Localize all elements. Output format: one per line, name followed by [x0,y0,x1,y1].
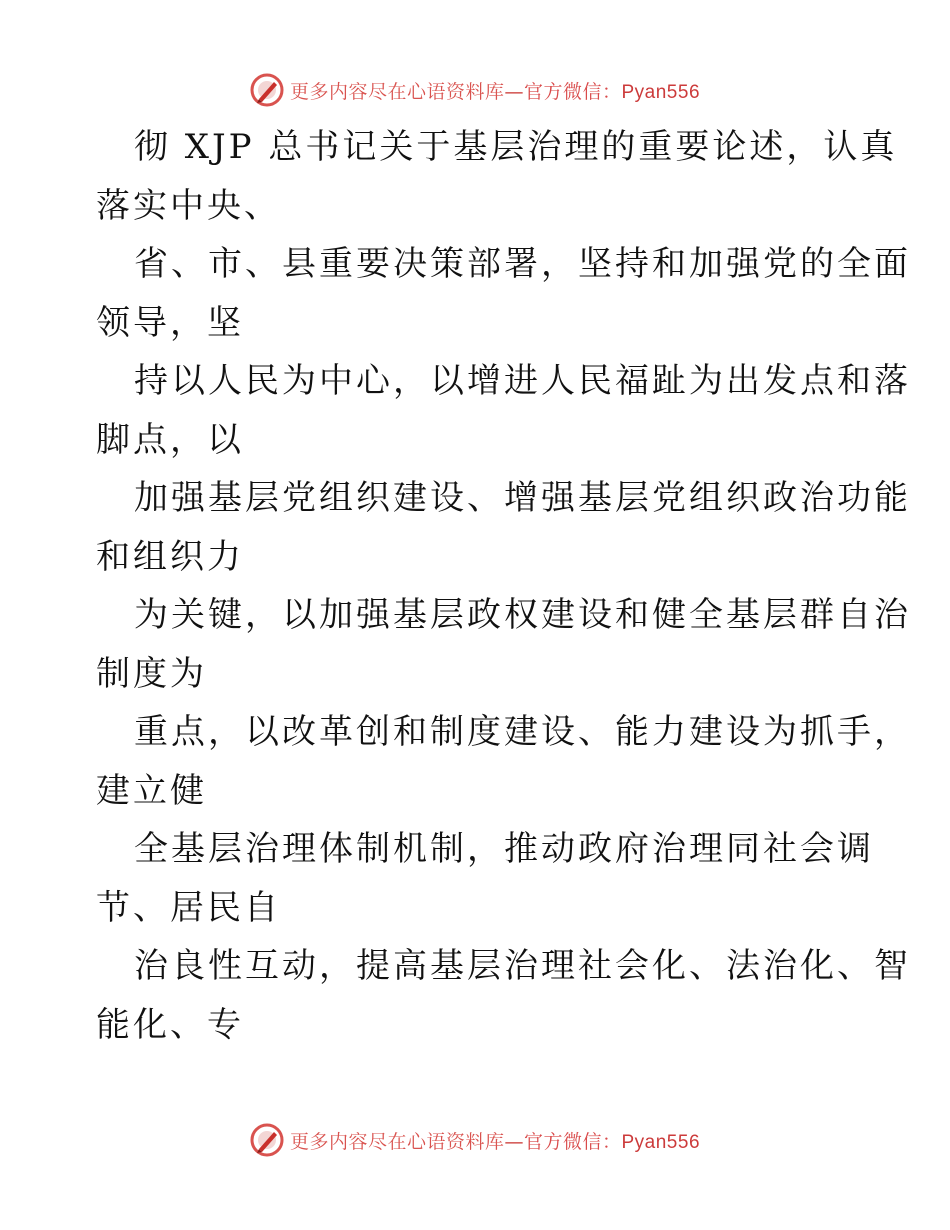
watermark-label: 官方微信： [523,1130,622,1153]
paragraph-line: 制度为 [96,653,207,694]
watermark-handle: Pyan556 [621,1131,701,1153]
pen-logo-icon [250,1123,284,1157]
watermark-separator: — [504,80,524,103]
paragraph-line: 领导，坚 [96,302,244,343]
paragraph-line: 治良性互动，提高基层治理社会化、法治化、智 [134,946,911,986]
watermark-label: 官方微信： [523,80,622,103]
watermark-main-text: 更多内容尽在心语资料库 [289,80,505,103]
watermark-handle: Pyan556 [621,81,701,103]
document-body [96,118,911,1054]
header-watermark [0,70,950,110]
paragraph-line: 脚点，以 [96,419,244,460]
paragraph-line: 落实中央、 [96,185,281,226]
paragraph-line: 建立健 [96,770,207,811]
paragraph-line: 为关键，以加强基层政权建设和健全基层群自治 [134,595,911,635]
footer-watermark [0,1120,950,1160]
watermark-separator: — [504,1130,524,1153]
paragraph-line: 节、居民自 [96,887,281,928]
paragraph-line: 省、市、县重要决策部署，坚持和加强党的全面 [134,244,911,284]
paragraph-line: 重点，以改革创和制度建设、能力建设为抓手， [134,712,911,752]
paragraph-line: 持以人民为中心，以增进人民福趾为出发点和落 [134,361,911,401]
paragraph-line: 能化、专 [96,1004,244,1045]
pen-logo-icon [250,73,284,107]
paragraph-line: 彻 XJP 总书记关于基层治理的重要论述，认真 [134,127,898,167]
paragraph-line: 全基层治理体制机制，推动政府治理同社会调 [134,829,874,869]
paragraph-line: 和组织力 [96,536,244,577]
watermark-main-text: 更多内容尽在心语资料库 [289,1130,505,1153]
paragraph-line: 加强基层党组织建设、增强基层党组织政治功能 [134,478,911,518]
